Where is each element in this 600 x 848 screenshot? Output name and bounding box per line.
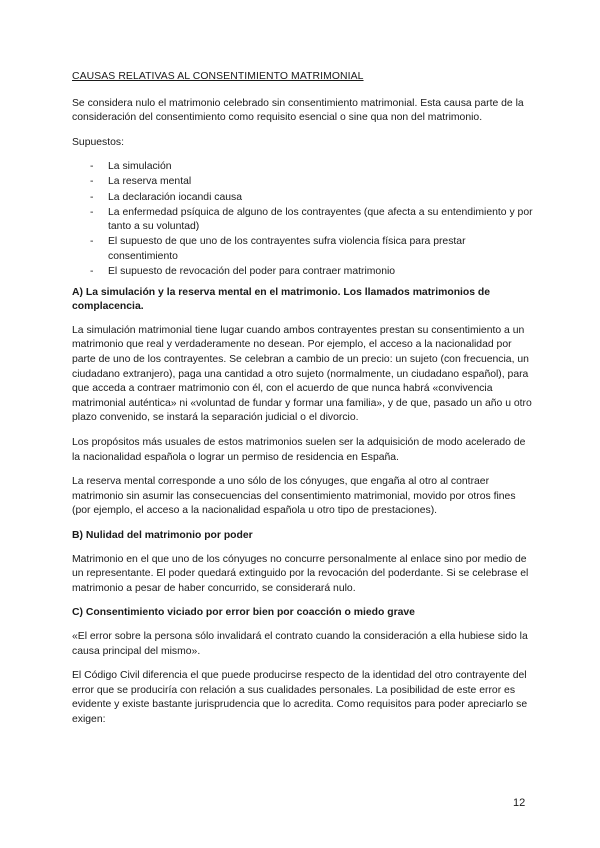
dash-bullet: - <box>90 176 94 188</box>
supuestos-list <box>72 160 534 279</box>
section-c-heading: C) Consentimiento viciado por error bien por coacción o miedo grave <box>72 607 415 619</box>
page-number: 12 <box>513 797 526 809</box>
dash-bullet: - <box>90 266 94 278</box>
section-a-paragraph-3: La reserva mental corresponde a uno sólo de los cónyuges, que engaña al otro al contraer matrimonio sin asumir las consecuencias del consentimiento matrimonial, movido por otros fines (por ejemplo, el acceso a la nacionalidad española u otro tipo de prestaciones). <box>72 476 516 517</box>
list-item-text: La enfermedad psíquica de alguno de los contrayentes (que afecta a su entendimiento y por tanto a su voluntad) <box>108 206 533 233</box>
dash-bullet: - <box>90 191 94 203</box>
page-content <box>72 70 534 737</box>
supuestos-label: Supuestos: <box>72 136 124 148</box>
intro-paragraph: Se considera nulo el matrimonio celebrado sin consentimiento matrimonial. Esta causa parte de la consideración del consentimiento como requisito esencial o sine qua non del matrimonio. <box>72 97 524 124</box>
dash-bullet: - <box>90 161 94 173</box>
section-b-heading: B) Nulidad del matrimonio por poder <box>72 529 253 541</box>
section-a-paragraph-2: Los propósitos más usuales de estos matrimonios suelen ser la adquisición de modo acelerado de la nacionalidad española o lograr un permiso de residencia en España. <box>72 436 526 463</box>
section-c-paragraph-2: El Código Civil diferencia el que puede producirse respecto de la identidad del otro contrayente del error que se produciría con relación a sus cualidades personales. La posibilidad de este error es evidente y existe bastante jurisprudencia que lo acredita. Como requisitos para poder apreciarlo se exigen: <box>72 670 528 725</box>
list-item-text: La declaración iocandi causa <box>108 191 243 203</box>
section-a-heading: A) La simulación y la reserva mental en el matrimonio. Los llamados matrimonios de complacencia. <box>72 286 491 313</box>
dash-bullet: - <box>90 206 94 218</box>
list-item-text: La simulación <box>108 161 172 173</box>
dash-bullet: - <box>90 236 94 248</box>
section-c-paragraph-1: «El error sobre la persona sólo invalidará el contrato cuando la consideración a ella hubiese sido la causa principal del mismo». <box>72 630 528 657</box>
list-item <box>72 175 534 190</box>
list-item-text: El supuesto de que uno de los contrayentes sufra violencia física para prestar consentimiento <box>108 236 466 262</box>
list-item <box>72 160 534 175</box>
list-item <box>72 206 534 235</box>
list-item-text: El supuesto de revocación del poder para contraer matrimonio <box>108 266 396 278</box>
section-a-paragraph-1: La simulación matrimonial tiene lugar cuando ambos contrayentes prestan su consentimiento a un matrimonio que real y verdaderamente no desean. Por ejemplo, el acceso a la nacionalidad por parte de uno de los contrayentes. Se celebran a cambio de un precio: un sujeto (con frecuencia, un ciudadano extranjero), paga una cantidad a otro sujeto (normalmente, un ciudadano español), para que acceda a contraer matrimonio con él, con el acuerdo de que nunca habrá «convivencia matrimonial auténtica» ni «voluntad de fundar y formar una familia», y de que, pasado un año u otro plazo convenido, se instará la separación judicial o el divorcio. <box>72 324 532 424</box>
section-b-paragraph-1: Matrimonio en el que uno de los cónyuges no concurre personalmente al enlace sino por medio de un representante. El poder quedará extinguido por la revocación del poderdante. Si se celebrase el matrimonio a pesar de haber concurrido, se considerará nulo. <box>72 553 529 594</box>
section-title: CAUSAS RELATIVAS AL CONSENTIMIENTO MATRIMONIAL <box>72 71 364 82</box>
list-item-text: La reserva mental <box>108 176 192 188</box>
list-item <box>72 235 534 264</box>
list-item <box>72 265 534 280</box>
list-item <box>72 191 534 206</box>
